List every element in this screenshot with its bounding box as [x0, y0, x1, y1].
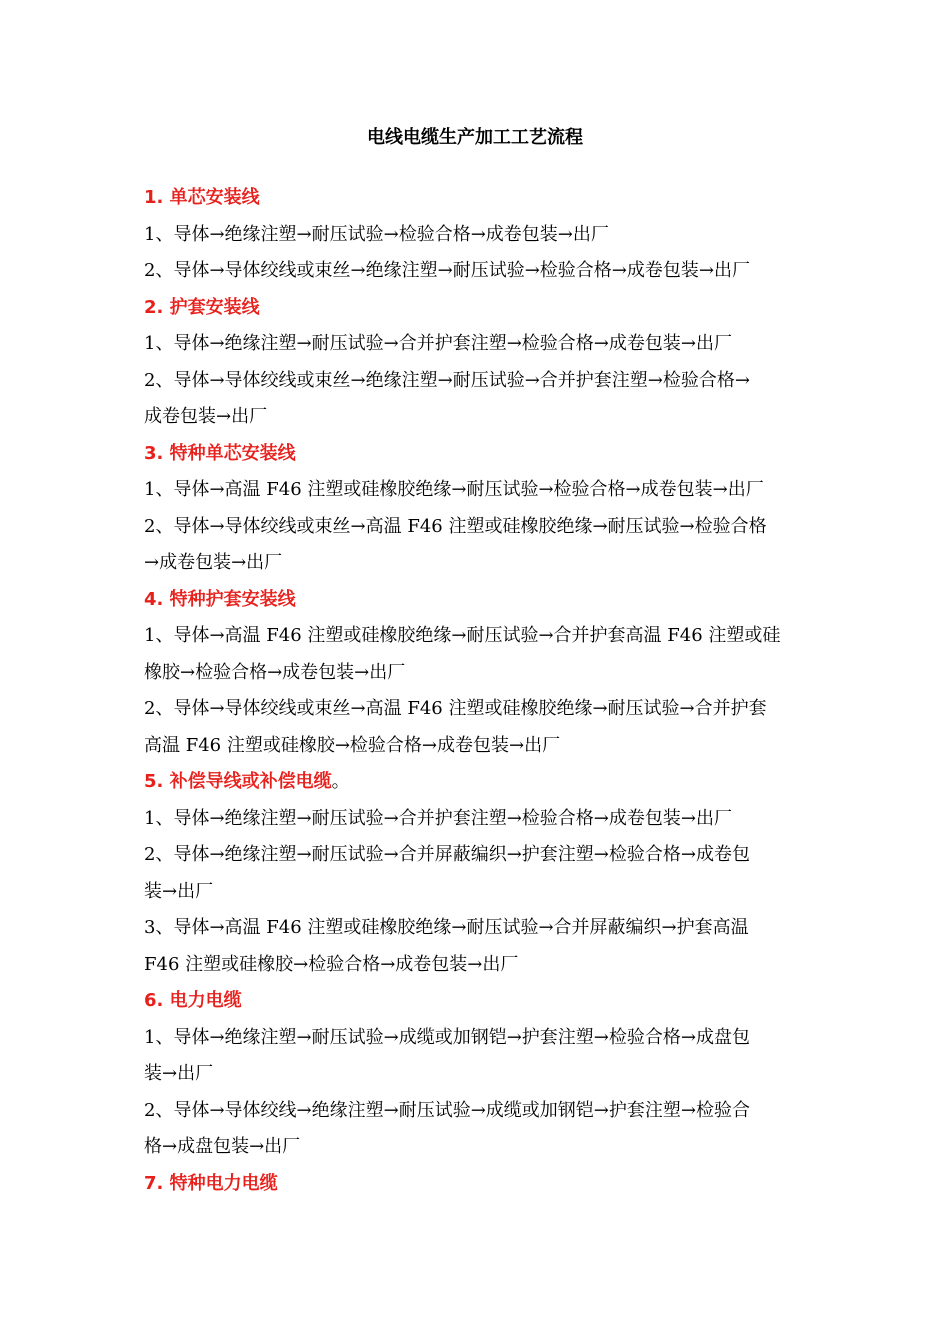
process-line: 成卷包装→出厂 — [144, 406, 268, 427]
process-line: 高温 F46 注塑或硅橡胶→检验合格→成卷包装→出厂 — [144, 734, 561, 756]
section-heading — [144, 1166, 809, 1203]
section-heading — [144, 180, 809, 217]
process-line: 2、导体→导体绞线或束丝→高温 F46 注塑或硅橡胶绝缘→耐压试验→合并护套 — [144, 698, 767, 719]
process-line: 2、导体→绝缘注塑→耐压试验→合并屏蔽编织→护套注塑→检验合格→成卷包 — [144, 844, 750, 865]
process-line: 1、导体→绝缘注塑→耐压试验→成缆或加钢铠→护套注塑→检验合格→成盘包 — [144, 1026, 750, 1048]
section-heading — [144, 290, 809, 327]
process-line: 1、导体→绝缘注塑→耐压试验→合并护套注塑→检验合格→成卷包装→出厂 — [144, 333, 732, 354]
section-heading-text: 3. 特种单芯安装线 — [144, 442, 296, 464]
section-heading — [144, 436, 809, 473]
process-line: →成卷包装→出厂 — [144, 552, 283, 573]
section-heading-text: 4. 特种护套安装线 — [144, 588, 296, 610]
process-line: 装→出厂 — [144, 1063, 214, 1084]
process-line: 2、导体→导体绞线或束丝→绝缘注塑→耐压试验→合并护套注塑→检验合格→ — [144, 369, 750, 391]
section-heading-text: 2. 护套安装线 — [144, 296, 260, 318]
section-heading — [144, 764, 809, 801]
process-line: 1、导体→绝缘注塑→耐压试验→合并护套注塑→检验合格→成卷包装→出厂 — [144, 807, 732, 829]
process-line: 2、导体→导体绞线→绝缘注塑→耐压试验→成缆或加钢铠→护套注塑→检验合 — [144, 1099, 750, 1121]
section-heading-text: 6. 电力电缆 — [144, 990, 242, 1011]
section-heading-punctuation: 。 — [331, 771, 350, 792]
document-title: 电线电缆生产加工工艺流程 — [367, 127, 583, 148]
section-heading — [144, 983, 809, 1020]
section-heading-text: 7. 特种电力电缆 — [144, 1172, 278, 1194]
process-line: 2、导体→导体绞线或束丝→高温 F46 注塑或硅橡胶绝缘→耐压试验→检验合格 — [144, 515, 767, 537]
process-line: 1、导体→高温 F46 注塑或硅橡胶绝缘→耐压试验→检验合格→成卷包装→出厂 — [144, 479, 764, 500]
process-line: 格→成盘包装→出厂 — [144, 1136, 301, 1157]
process-line: 装→出厂 — [144, 880, 214, 902]
document-body — [144, 180, 809, 1202]
section-heading — [144, 582, 809, 619]
process-line: 3、导体→高温 F46 注塑或硅橡胶绝缘→耐压试验→合并屏蔽编织→护套高温 — [144, 917, 749, 938]
process-line: 2、导体→导体绞线或束丝→绝缘注塑→耐压试验→检验合格→成卷包装→出厂 — [144, 260, 750, 281]
process-line: 1、导体→绝缘注塑→耐压试验→检验合格→成卷包装→出厂 — [144, 223, 609, 245]
process-line: 1、导体→高温 F46 注塑或硅橡胶绝缘→耐压试验→合并护套高温 F46 注塑或硅 — [144, 625, 781, 646]
section-heading-text: 1. 单芯安装线 — [144, 187, 260, 208]
process-line: 橡胶→检验合格→成卷包装→出厂 — [144, 661, 406, 683]
section-heading-text: 5. 补偿导线或补偿电缆 — [144, 771, 332, 792]
process-line: F46 注塑或硅橡胶→检验合格→成卷包装→出厂 — [144, 953, 519, 975]
